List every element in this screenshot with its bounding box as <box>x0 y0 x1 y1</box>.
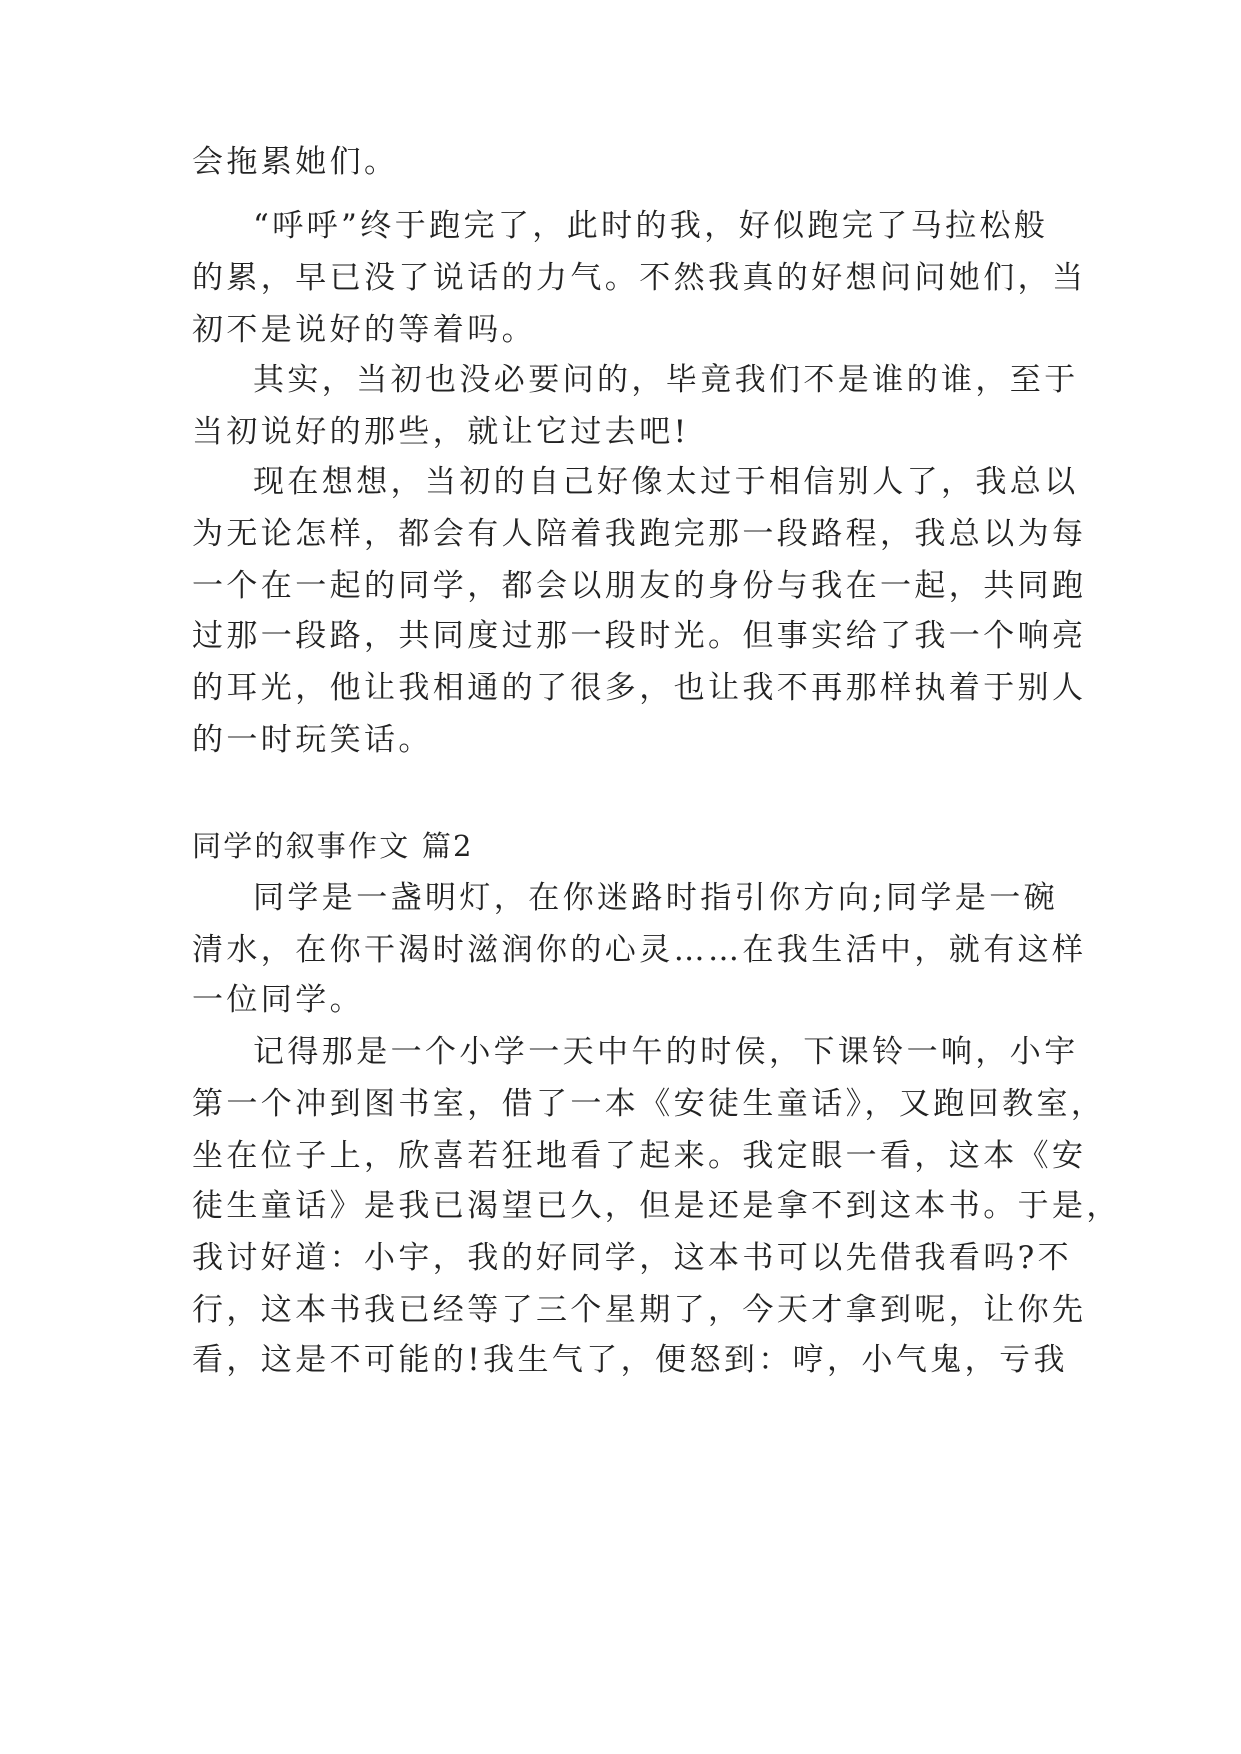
text-line: 为无论怎样，都会有人陪着我跑完那一段路程，我总以为每 <box>192 516 1087 552</box>
text-line: 清水，在你干渴时滋润你的心灵……在我生活中，就有这样 <box>192 932 1087 968</box>
text-line: 一个在一起的同学，都会以朋友的身份与我在一起，共同跑 <box>192 568 1087 604</box>
text-line: 我讨好道：小宇，我的好同学，这本书可以先借我看吗?不 <box>192 1240 1073 1276</box>
text-line: 过那一段路，共同度过那一段时光。但事实给了我一个响亮 <box>192 618 1087 654</box>
text-line: 看，这是不可能的!我生气了，便怒到：哼，小气鬼，亏我 <box>192 1342 1068 1378</box>
text-line: 的耳光，他让我相通的了很多，也让我不再那样执着于别人 <box>192 670 1087 706</box>
paragraph-first-line: 记得那是一个小学一天中午的时侯，下课铃一响，小宇 <box>253 1034 1079 1070</box>
text-line: 第一个冲到图书室，借了一本《安徒生童话》，又跑回教室， <box>192 1086 1106 1122</box>
text-line: 初不是说好的等着吗。 <box>192 312 536 348</box>
paragraph-first-line: 现在想想，当初的自己好像太过于相信别人了，我总以 <box>253 464 1079 500</box>
paragraph-first-line: 其实，当初也没必要问的，毕竟我们不是谁的谁，至于 <box>253 362 1079 398</box>
text-line: 坐在位子上，欣喜若狂地看了起来。我定眼一看，这本《安 <box>192 1138 1087 1174</box>
text-line: 的一时玩笑话。 <box>192 722 433 758</box>
text-line: 一位同学。 <box>192 982 364 1018</box>
text-line: 当初说好的那些，就让它过去吧! <box>192 414 690 450</box>
text-line: 行，这本书我已经等了三个星期了，今天才拿到呢，让你先 <box>192 1292 1087 1328</box>
text-line: 会拖累她们。 <box>192 144 399 180</box>
paragraph-first-line: “呼呼”终于跑完了，此时的我，好似跑完了马拉松般 <box>253 208 1049 244</box>
text-line: 的累，早已没了说话的力气。不然我真的好想问问她们，当 <box>192 260 1087 296</box>
text-line: 徒生童话》是我已渴望已久，但是还是拿不到这本书。于是， <box>192 1188 1121 1224</box>
paragraph-first-line: 同学是一盏明灯，在你迷路时指引你方向;同学是一碗 <box>253 880 1059 916</box>
section-heading: 同学的叙事作文 篇2 <box>192 829 474 863</box>
